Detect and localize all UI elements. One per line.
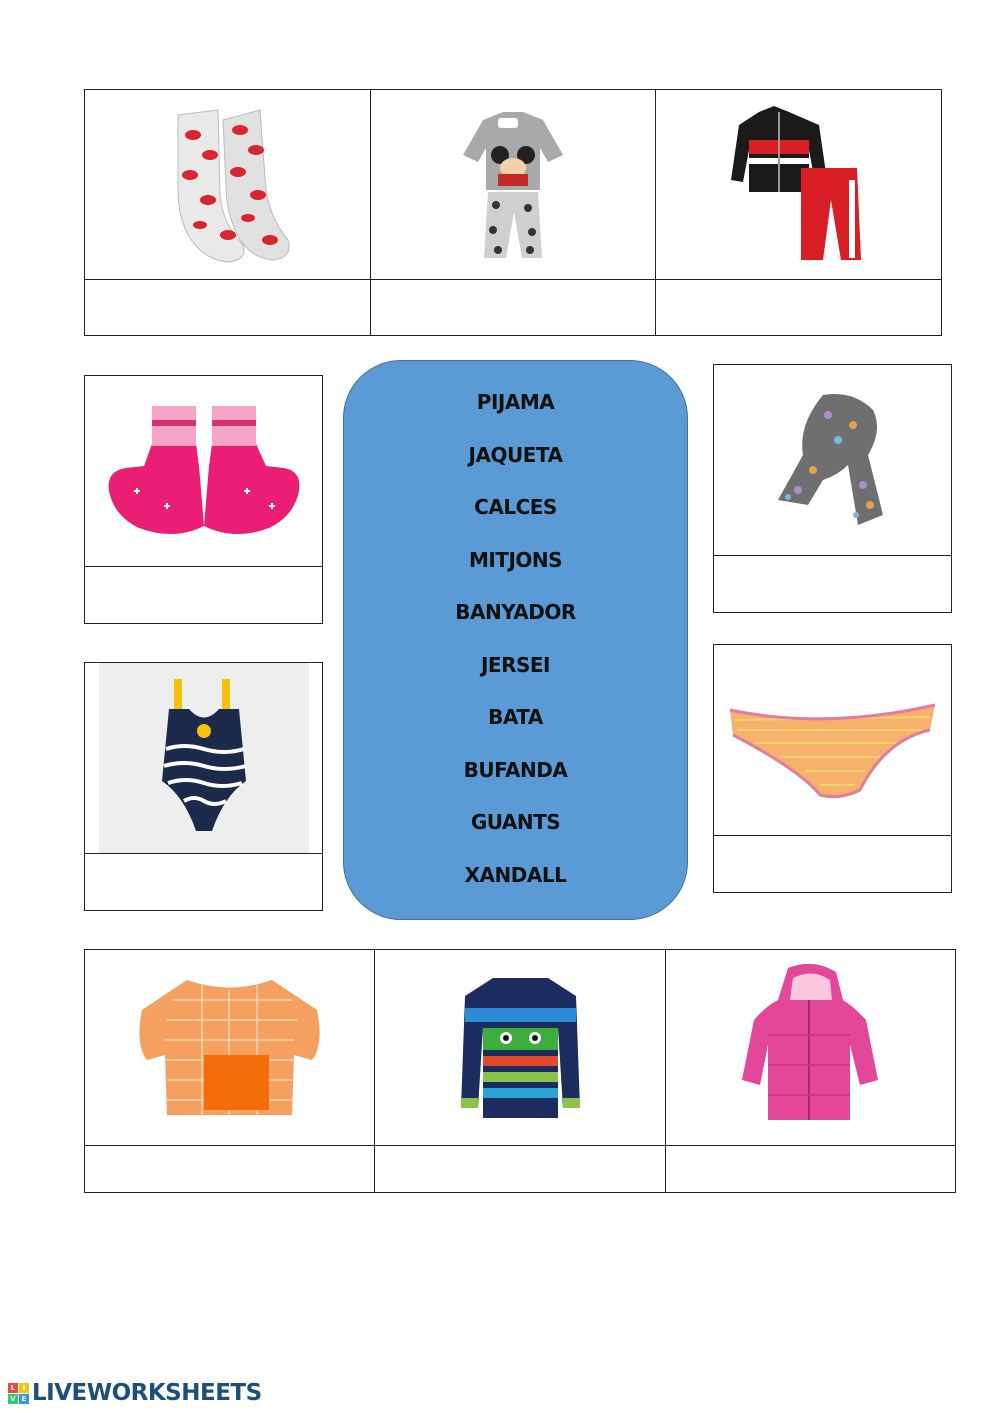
- tracksuit-icon: [729, 100, 869, 270]
- footer-branding: [8, 1380, 262, 1406]
- answer-field-smock[interactable]: [84, 1145, 375, 1193]
- brand-name: LIVEWORKSHEETS: [32, 1380, 262, 1406]
- answer-input[interactable]: [85, 567, 322, 623]
- picture-scarf: [713, 364, 952, 556]
- word-bank-item: XANDALL: [464, 863, 567, 887]
- answer-field-swimsuit[interactable]: [84, 853, 323, 911]
- picture-tracksuit: [655, 89, 942, 280]
- scarf-icon: [768, 385, 898, 535]
- picture-socks: [84, 89, 371, 280]
- answer-input[interactable]: [656, 280, 941, 335]
- logo-letter: V: [8, 1394, 18, 1404]
- picture-gloves: [84, 375, 323, 567]
- logo-letter: L: [8, 1383, 18, 1393]
- picture-sweater: [374, 949, 666, 1146]
- picture-jacket: [665, 949, 956, 1146]
- gloves-icon: [104, 396, 304, 546]
- socks-icon: [148, 100, 308, 270]
- underpants-icon: [725, 675, 940, 805]
- word-bank-item: PIJAMA: [476, 390, 555, 414]
- liveworksheets-logo-icon: [8, 1383, 29, 1404]
- jacket-icon: [738, 960, 883, 1135]
- answer-input[interactable]: [666, 1146, 955, 1192]
- answer-input[interactable]: [85, 854, 322, 910]
- answer-input[interactable]: [714, 556, 951, 612]
- word-bank-item: JERSEI: [480, 653, 550, 677]
- word-bank-item: MITJONS: [468, 548, 563, 572]
- word-bank-item: BUFANDA: [463, 758, 568, 782]
- answer-input[interactable]: [375, 1146, 665, 1192]
- word-bank-item: BANYADOR: [455, 600, 576, 624]
- logo-letter: I: [19, 1383, 29, 1393]
- sweater-icon: [458, 968, 583, 1128]
- answer-field-jacket[interactable]: [665, 1145, 956, 1193]
- pajamas-icon: [458, 100, 568, 270]
- answer-field-socks[interactable]: [84, 279, 371, 336]
- picture-pajamas: [370, 89, 656, 280]
- word-bank: [343, 360, 688, 920]
- smock-icon: [132, 970, 327, 1125]
- swimsuit-icon: [154, 671, 254, 846]
- word-bank-item: JAQUETA: [468, 443, 563, 467]
- logo-letter: E: [19, 1394, 29, 1404]
- answer-field-underpants[interactable]: [713, 835, 952, 893]
- answer-input[interactable]: [85, 280, 370, 335]
- word-bank-item: CALCES: [474, 495, 557, 519]
- answer-field-tracksuit[interactable]: [655, 279, 942, 336]
- answer-field-scarf[interactable]: [713, 555, 952, 613]
- word-bank-item: GUANTS: [470, 810, 561, 834]
- picture-swimsuit: [84, 662, 323, 854]
- picture-underpants: [713, 644, 952, 836]
- picture-smock: [84, 949, 375, 1146]
- answer-input[interactable]: [85, 1146, 374, 1192]
- answer-field-gloves[interactable]: [84, 566, 323, 624]
- answer-field-pajamas[interactable]: [370, 279, 656, 336]
- word-bank-item: BATA: [488, 705, 543, 729]
- answer-input[interactable]: [714, 836, 951, 892]
- answer-input[interactable]: [371, 280, 655, 335]
- answer-field-sweater[interactable]: [374, 1145, 666, 1193]
